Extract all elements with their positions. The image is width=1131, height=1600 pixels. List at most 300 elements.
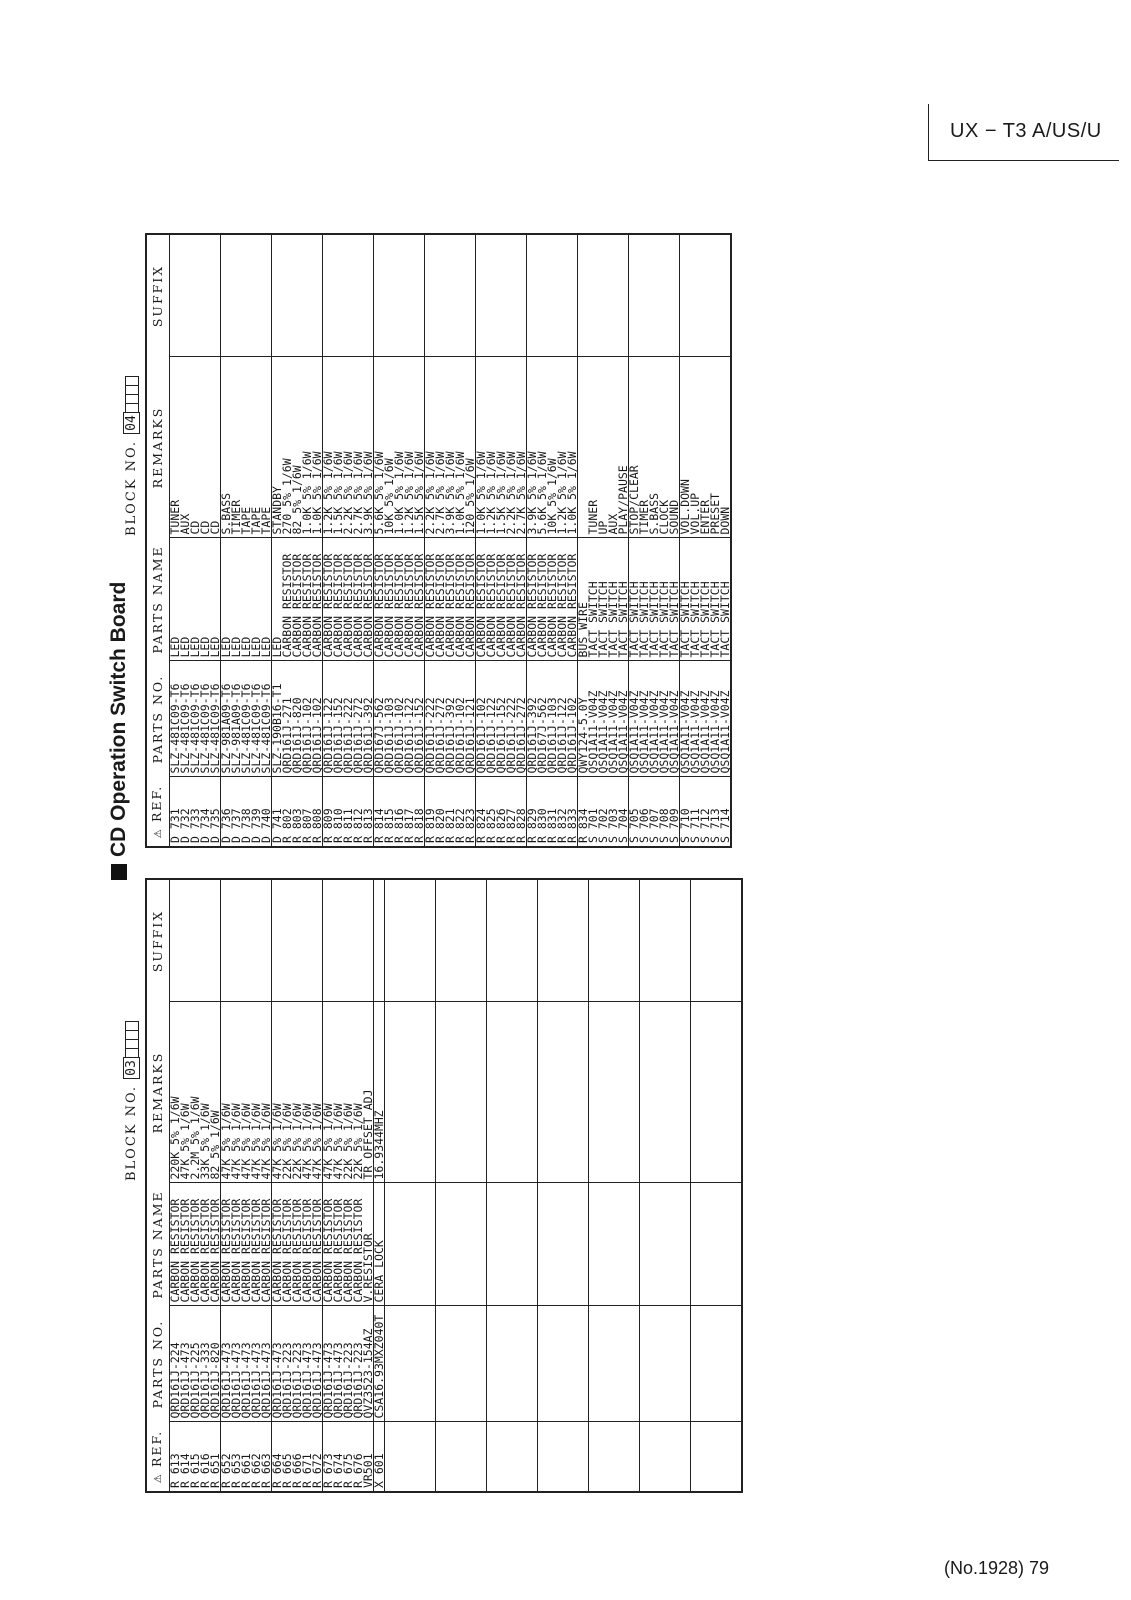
suffix-cell [221, 234, 232, 357]
empty-cell [609, 879, 619, 1002]
ref-cell: D 740 [261, 777, 272, 847]
parts-name-cell: CARBON RESISTOR [323, 538, 334, 661]
suffix-cell [567, 234, 578, 357]
empty-cell [395, 879, 405, 1002]
remarks-cell: 2.7K 5% 1/6W [516, 357, 527, 538]
empty-cell [395, 1422, 405, 1492]
parts-no-cell: QSQ1A11-V04Z [629, 661, 640, 777]
empty-cell [558, 1002, 568, 1183]
empty-cell [415, 1183, 425, 1306]
empty-cell [497, 879, 507, 1002]
remarks-cell: 10K 5% 1/6W [547, 357, 557, 538]
ref-cell: S 702 [598, 777, 608, 847]
ref-cell: R 661 [241, 1422, 251, 1492]
empty-cell [619, 879, 629, 1002]
empty-cell [568, 1002, 578, 1183]
remarks-cell: CLOCK [659, 357, 669, 538]
ref-cell: D 732 [180, 777, 190, 847]
empty-cell [629, 1002, 640, 1183]
parts-no-cell: SLZ-481C09-T6 [251, 661, 261, 777]
parts-no-cell: SLZ-481C09-T6 [200, 661, 210, 777]
empty-cell [599, 1183, 609, 1306]
parts-name-cell: CARBON RESISTOR [353, 538, 363, 661]
section-title-text: CD Operation Switch Board [107, 581, 130, 857]
suffix-cell [527, 234, 538, 357]
empty-row [558, 879, 568, 1492]
block-number: 03 [123, 1057, 140, 1079]
empty-cell [701, 1183, 711, 1306]
column-header-label: SUFFIX [150, 264, 165, 328]
parts-name-cell: CARBON RESISTOR [404, 538, 414, 661]
suffix-cell [669, 234, 680, 357]
warning-triangle-icon: ⚠ [153, 1467, 164, 1484]
empty-cell [425, 1422, 436, 1492]
ref-cell: R 662 [251, 1422, 261, 1492]
empty-cell [527, 1183, 538, 1306]
empty-cell [711, 1422, 721, 1492]
parts-no-cell: QRD161J-223 [343, 1306, 353, 1422]
remarks-cell: 1.0K 5% 1/6W [455, 357, 465, 538]
empty-cell [436, 1306, 447, 1422]
empty-row [456, 879, 466, 1492]
parts-name-cell: LED [251, 538, 261, 661]
table-header-row [146, 234, 170, 847]
parts-name-cell: CARBON RESISTOR [200, 1183, 210, 1306]
empty-cell [456, 1422, 466, 1492]
remarks-cell: 47K 5% 1/6W [261, 1002, 272, 1183]
remarks-cell: 82 5% 1/6W [292, 357, 302, 538]
remarks-cell: 270 5% 1/6W [282, 357, 292, 538]
remarks-cell: 2.7K 5% 1/6W [435, 357, 445, 538]
parts-no-cell: QRD161J-473 [261, 1306, 272, 1422]
empty-cell [466, 879, 476, 1002]
empty-cell [619, 1306, 629, 1422]
empty-row [691, 879, 702, 1492]
remarks-cell: 33K 5% 1/6W [200, 1002, 210, 1183]
parts-name-cell: CARBON RESISTOR [547, 538, 557, 661]
parts-no-cell: SLZ-981A09-T6 [231, 661, 241, 777]
parts-no-cell: QRD161J-223 [292, 1306, 302, 1422]
ref-cell: R 653 [231, 1422, 241, 1492]
parts-no-cell: QRD161J-121 [465, 661, 476, 777]
parts-no-cell: QRD161J-152 [333, 661, 343, 777]
empty-cell [589, 1183, 600, 1306]
suffix-cell [465, 234, 476, 357]
parts-no-cell: QSQ1A11-V04Z [639, 661, 649, 777]
remarks-cell: DOWN [720, 357, 731, 538]
suffix-cell [312, 879, 323, 1002]
empty-cell [640, 1422, 651, 1492]
remarks-cell: 82 5% 1/6W [210, 1002, 221, 1183]
empty-cell [385, 1422, 396, 1492]
empty-cell [415, 1306, 425, 1422]
suffix-cell [282, 879, 292, 1002]
parts-no-cell: QRD161J-122 [323, 661, 334, 777]
suffix-cell [353, 234, 363, 357]
ref-cell: D 739 [251, 777, 261, 847]
empty-cell [670, 1183, 680, 1306]
suffix-cell [210, 234, 221, 357]
ref-cell: R 809 [323, 777, 334, 847]
empty-row [425, 879, 436, 1492]
remarks-cell: 1.0K 5% 1/6W [394, 357, 404, 538]
table-header-row [146, 879, 170, 1492]
ref-cell: S 703 [608, 777, 618, 847]
empty-row [640, 879, 651, 1492]
parts-name-cell: LED [190, 538, 200, 661]
parts-name-cell: CARBON RESISTOR [435, 538, 445, 661]
parts-name-cell: TACT SWITCH [639, 538, 649, 661]
suffix-cell [425, 234, 436, 357]
empty-cell [589, 1306, 600, 1422]
parts-name-cell: TACT SWITCH [649, 538, 659, 661]
parts-no-cell: QRD161J-152 [496, 661, 506, 777]
empty-cell [456, 879, 466, 1002]
empty-cell [548, 1183, 558, 1306]
empty-cell [680, 1183, 691, 1306]
warning-triangle-icon: ⚠ [153, 822, 164, 839]
empty-cell [589, 1002, 600, 1183]
suffix-boxes [124, 376, 139, 412]
suffix-cell [302, 234, 312, 357]
remarks-cell: 22K 5% 1/6W [353, 1002, 363, 1183]
parts-name-cell: CARBON RESISTOR [323, 1183, 334, 1306]
suffix-cell [282, 234, 292, 357]
remarks-cell: 1.2K 5% 1/6W [323, 357, 334, 538]
empty-cell [487, 1306, 498, 1422]
remarks-cell: 47K 5% 1/6W [231, 1002, 241, 1183]
column-header [146, 538, 170, 661]
remarks-cell: S.BASS [649, 357, 659, 538]
empty-cell [497, 1422, 507, 1492]
empty-row [405, 879, 415, 1492]
parts-name-cell: CARBON RESISTOR [251, 1183, 261, 1306]
section-title [104, 560, 134, 880]
suffix-cell [384, 234, 394, 357]
model-title: UX − T3 A/US/U [950, 120, 1102, 142]
empty-cell [527, 1422, 538, 1492]
remarks-cell: VOL.DOWN [680, 357, 691, 538]
empty-cell [548, 879, 558, 1002]
empty-cell [731, 1306, 742, 1422]
suffix-cell [200, 234, 210, 357]
suffix-cell [547, 234, 557, 357]
empty-row [487, 879, 498, 1492]
parts-name-cell: CARBON RESISTOR [343, 538, 353, 661]
parts-no-cell: QRD167J-562 [374, 661, 385, 777]
empty-cell [385, 879, 396, 1002]
remarks-cell: TIMER [231, 357, 241, 538]
suffix-cell [302, 879, 312, 1002]
empty-cell [619, 1422, 629, 1492]
empty-row [670, 879, 680, 1492]
parts-no-cell: QRD161J-473 [241, 1306, 251, 1422]
ref-cell: S 711 [690, 777, 700, 847]
empty-cell [527, 879, 538, 1002]
column-header [146, 879, 170, 1002]
empty-cell [517, 1306, 527, 1422]
empty-cell [507, 1002, 517, 1183]
parts-no-cell: SLZ-981A09-T6 [221, 661, 232, 777]
empty-cell [436, 879, 447, 1002]
suffix-cell [241, 234, 251, 357]
parts-name-cell: TACT SWITCH [669, 538, 680, 661]
remarks-cell: VOL.UP [690, 357, 700, 538]
remarks-cell: 16.9344MHZ [374, 1002, 385, 1183]
empty-cell [660, 1002, 670, 1183]
ref-cell: R 810 [333, 777, 343, 847]
empty-cell [476, 879, 487, 1002]
empty-cell [731, 1183, 742, 1306]
empty-cell [640, 1183, 651, 1306]
suffix-cell [598, 234, 608, 357]
parts-no-cell: QRD161J-272 [435, 661, 445, 777]
ref-cell: R 824 [476, 777, 487, 847]
empty-row [609, 879, 619, 1492]
parts-no-cell: QRD161J-222 [425, 661, 436, 777]
suffix-cell [516, 234, 527, 357]
empty-row [731, 879, 742, 1492]
parts-name-cell: TACT SWITCH [618, 538, 629, 661]
empty-cell [415, 1002, 425, 1183]
suffix-cell [221, 879, 232, 1002]
parts-name-cell: LED [221, 538, 232, 661]
suffix-cell [241, 879, 251, 1002]
remarks-cell: 47K 5% 1/6W [323, 1002, 334, 1183]
parts-no-cell: QRD161J-122 [557, 661, 567, 777]
empty-cell [701, 879, 711, 1002]
empty-cell [731, 879, 742, 1002]
empty-cell [650, 1002, 660, 1183]
empty-cell [425, 1002, 436, 1183]
ref-cell: R 671 [302, 1422, 312, 1492]
empty-cell [466, 1306, 476, 1422]
parts-name-cell: CARBON RESISTOR [282, 538, 292, 661]
empty-cell [629, 1183, 640, 1306]
suffix-cell [343, 234, 353, 357]
empty-cell [721, 1306, 731, 1422]
empty-cell [721, 1422, 731, 1492]
parts-name-cell: CARBON RESISTOR [292, 538, 302, 661]
suffix-cell [190, 234, 200, 357]
table-row [374, 879, 385, 1492]
ref-cell: D 736 [221, 777, 232, 847]
parts-no-cell: QRD161J-102 [394, 661, 404, 777]
empty-cell [446, 1002, 456, 1183]
parts-name-cell: CARBON RESISTOR [312, 1183, 323, 1306]
parts-name-cell: TACT SWITCH [659, 538, 669, 661]
empty-cell [456, 1183, 466, 1306]
suffix-cell [251, 234, 261, 357]
remarks-cell: PRESET [710, 357, 720, 538]
column-header [146, 357, 170, 538]
empty-cell [660, 1422, 670, 1492]
remarks-cell: TUNER [170, 357, 181, 538]
remarks-cell: TAPE [251, 357, 261, 538]
empty-cell [405, 1422, 415, 1492]
parts-no-cell: QRD167J-562 [537, 661, 547, 777]
empty-cell [415, 1422, 425, 1492]
ref-cell: D 734 [200, 777, 210, 847]
ref-cell: R 834 [578, 777, 589, 847]
remarks-cell: 2.2K 5% 1/6W [506, 357, 516, 538]
ref-cell: D 741 [272, 777, 283, 847]
parts-no-cell: QSQ1A11-V04Z [618, 661, 629, 777]
parts-name-cell: TACT SWITCH [588, 538, 598, 661]
empty-cell [589, 1422, 600, 1492]
parts-name-cell: LED [241, 538, 251, 661]
ref-cell: S 707 [649, 777, 659, 847]
empty-cell [558, 1183, 568, 1306]
empty-cell [578, 1002, 589, 1183]
column-header-label: SUFFIX [150, 909, 165, 973]
suffix-cell [200, 879, 210, 1002]
column-header-label: PARTS NAME [150, 545, 165, 654]
empty-cell [405, 1002, 415, 1183]
parts-no-cell: QRD161J-473 [221, 1306, 232, 1422]
ref-cell: R 811 [343, 777, 353, 847]
suffix-cell [231, 879, 241, 1002]
empty-row [660, 879, 670, 1492]
empty-row [701, 879, 711, 1492]
empty-row [629, 879, 640, 1492]
ref-cell: S 704 [618, 777, 629, 847]
parts-name-cell: CARBON RESISTOR [302, 1183, 312, 1306]
remarks-cell: AUX [180, 357, 190, 538]
ref-cell: S 706 [639, 777, 649, 847]
empty-cell [731, 1422, 742, 1492]
parts-name-cell: CARBON RESISTOR [190, 1183, 200, 1306]
parts-no-cell: QRD161J-820 [292, 661, 302, 777]
parts-name-cell: LED [272, 538, 283, 661]
column-header [146, 1002, 170, 1183]
parts-name-cell: V.RESISTOR [363, 1183, 374, 1306]
suffix-cell [190, 879, 200, 1002]
empty-cell [721, 1183, 731, 1306]
empty-cell [558, 1422, 568, 1492]
parts-no-cell: SLZ-481C09-T6 [190, 661, 200, 777]
empty-cell [650, 879, 660, 1002]
empty-cell [548, 1306, 558, 1422]
empty-cell [517, 1002, 527, 1183]
suffix-cell [455, 234, 465, 357]
ref-cell: S 714 [720, 777, 731, 847]
empty-cell [670, 1422, 680, 1492]
empty-cell [599, 1422, 609, 1492]
ref-cell: VR501 [363, 1422, 374, 1492]
ref-cell: S 705 [629, 777, 640, 847]
remarks-cell: 22K 5% 1/6W [343, 1002, 353, 1183]
empty-cell [446, 1183, 456, 1306]
suffix-cell [170, 879, 181, 1002]
parts-name-cell: CARBON RESISTOR [394, 538, 404, 661]
parts-no-cell: QRD161J-392 [527, 661, 538, 777]
parts-no-cell: QRD161J-222 [506, 661, 516, 777]
ref-cell: R 663 [261, 1422, 272, 1492]
empty-cell [487, 1183, 498, 1306]
empty-cell [691, 879, 702, 1002]
parts-name-cell: LED [231, 538, 241, 661]
empty-row [650, 879, 660, 1492]
parts-no-cell: SLZ-481C09-T6 [170, 661, 181, 777]
suffix-cell [445, 234, 455, 357]
empty-cell [385, 1002, 396, 1183]
ref-cell: R 665 [282, 1422, 292, 1492]
remarks-cell: 5.6K 5% 1/6W [537, 357, 547, 538]
suffix-cell [496, 234, 506, 357]
parts-no-cell: QSQ1A11-V04Z [659, 661, 669, 777]
parts-no-cell: QRD161J-102 [567, 661, 578, 777]
parts-name-cell: CARBON RESISTOR [465, 538, 476, 661]
parts-no-cell: QRD161J-102 [455, 661, 465, 777]
suffix-cell [578, 234, 589, 357]
empty-cell [721, 879, 731, 1002]
remarks-cell: 1.2K 5% 1/6W [557, 357, 567, 538]
empty-cell [609, 1002, 619, 1183]
suffix-boxes [124, 1021, 139, 1057]
empty-cell [650, 1422, 660, 1492]
parts-no-cell: QSQ1A11-V04Z [598, 661, 608, 777]
remarks-cell: TAPE [241, 357, 251, 538]
remarks-cell: 47K 5% 1/6W [272, 1002, 283, 1183]
parts-name-cell: CARBON RESISTOR [414, 538, 425, 661]
suffix-cell [618, 234, 629, 357]
suffix-cell [476, 234, 487, 357]
empty-row [538, 879, 549, 1492]
empty-cell [599, 1306, 609, 1422]
parts-name-cell: CARBON RESISTOR [241, 1183, 251, 1306]
empty-cell [568, 879, 578, 1002]
column-header-label: REF. [149, 784, 164, 823]
parts-no-cell: QRD161J-102 [302, 661, 312, 777]
remarks-cell: 1.5K 5% 1/6W [414, 357, 425, 538]
parts-name-cell: CARBON RESISTOR [180, 1183, 190, 1306]
remarks-cell: PLAY/PAUSE [618, 357, 629, 538]
parts-name-cell: LED [170, 538, 181, 661]
ref-cell: D 731 [170, 777, 181, 847]
empty-cell [629, 879, 640, 1002]
remarks-cell: 47K 5% 1/6W [312, 1002, 323, 1183]
parts-no-cell: QSQ1A11-V04Z [669, 661, 680, 777]
ref-cell: R 821 [445, 777, 455, 847]
parts-table-block-03 [124, 880, 944, 1493]
remarks-cell: 2.7K 5% 1/6W [353, 357, 363, 538]
block-number: 04 [123, 412, 140, 434]
empty-cell [568, 1422, 578, 1492]
remarks-cell: CD [190, 357, 200, 538]
suffix-cell [374, 879, 385, 1002]
empty-cell [619, 1002, 629, 1183]
ref-cell: R 808 [312, 777, 323, 847]
suffix-cell [312, 234, 323, 357]
empty-row [385, 879, 396, 1492]
ref-cell: R 822 [455, 777, 465, 847]
block-no-label-04 [123, 376, 140, 536]
empty-cell [548, 1422, 558, 1492]
suffix-cell [261, 879, 272, 1002]
column-header-label: PARTS NO. [150, 1319, 165, 1409]
empty-cell [476, 1306, 487, 1422]
parts-name-cell: CARBON RESISTOR [261, 1183, 272, 1306]
empty-cell [691, 1002, 702, 1183]
empty-cell [640, 879, 651, 1002]
parts-name-cell: CARBON RESISTOR [333, 1183, 343, 1306]
empty-cell [405, 1306, 415, 1422]
empty-cell [487, 1002, 498, 1183]
remarks-cell: 47K 5% 1/6W [302, 1002, 312, 1183]
parts-name-cell: CARBON RESISTOR [557, 538, 567, 661]
empty-cell [578, 1422, 589, 1492]
